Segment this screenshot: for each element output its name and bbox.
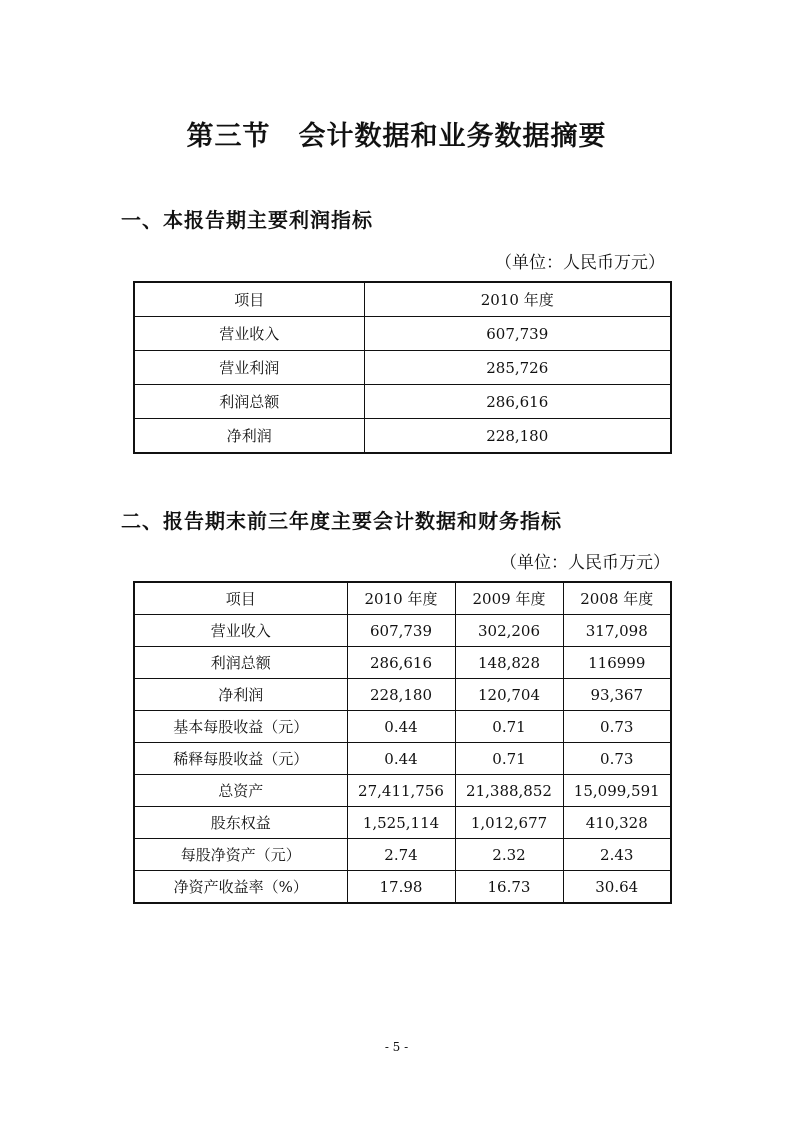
value-cell: 607,739 [364,317,671,351]
table-row [134,317,671,351]
header-cell: 项目 [134,282,364,317]
value-cell: 148,828 [455,647,563,679]
row-label: 营业收入 [134,615,347,647]
table-row [134,385,671,419]
financial-indicators-table [133,581,672,904]
value-cell: 228,180 [364,419,671,454]
value-cell: 16.73 [455,871,563,904]
value-cell: 2.32 [455,839,563,871]
value-cell: 1,012,677 [455,807,563,839]
row-label: 利润总额 [134,385,364,419]
value-cell: 0.44 [347,743,455,775]
table-row [134,775,671,807]
value-cell: 228,180 [347,679,455,711]
header-cell: 2009 年度 [455,582,563,615]
profit-indicators-table [133,281,672,454]
header-cell: 2008 年度 [563,582,671,615]
header-cell: 2010 年度 [364,282,671,317]
row-label: 营业利润 [134,351,364,385]
value-cell: 286,616 [364,385,671,419]
value-cell: 0.73 [563,711,671,743]
value-cell: 93,367 [563,679,671,711]
table-row [134,351,671,385]
value-cell: 0.44 [347,711,455,743]
value-cell: 285,726 [364,351,671,385]
row-label: 股东权益 [134,807,347,839]
row-label: 基本每股收益（元） [134,711,347,743]
row-label: 净利润 [134,419,364,454]
value-cell: 27,411,756 [347,775,455,807]
page-title: 第三节 会计数据和业务数据摘要 [186,121,607,152]
value-cell: 2.74 [347,839,455,871]
table-row [134,679,671,711]
value-cell: 1,525,114 [347,807,455,839]
value-cell: 410,328 [563,807,671,839]
value-cell: 607,739 [347,615,455,647]
table-row [134,647,671,679]
value-cell: 15,099,591 [563,775,671,807]
row-label: 净利润 [134,679,347,711]
table-row [134,839,671,871]
table-row [134,807,671,839]
row-label: 利润总额 [134,647,347,679]
row-label: 净资产收益率（%） [134,871,347,904]
value-cell: 0.71 [455,711,563,743]
row-label: 每股净资产（元） [134,839,347,871]
value-cell: 302,206 [455,615,563,647]
value-cell: 0.73 [563,743,671,775]
value-cell: 317,098 [563,615,671,647]
section1-heading: 一、本报告期主要利润指标 [121,208,373,232]
value-cell: 30.64 [563,871,671,904]
table-row [134,419,671,454]
section1-unit-note: （单位：人民币万元） [495,253,665,273]
section2-heading: 二、报告期末前三年度主要会计数据和财务指标 [121,509,562,533]
value-cell: 0.71 [455,743,563,775]
row-label: 营业收入 [134,317,364,351]
table-row [134,871,671,904]
value-cell: 116999 [563,647,671,679]
row-label: 稀释每股收益（元） [134,743,347,775]
header-cell: 2010 年度 [347,582,455,615]
table-header-row [134,282,671,317]
value-cell: 286,616 [347,647,455,679]
table-row [134,711,671,743]
section2-unit-note: （单位：人民币万元） [500,553,670,573]
header-cell: 项目 [134,582,347,615]
value-cell: 21,388,852 [455,775,563,807]
table-row [134,615,671,647]
table-row [134,743,671,775]
table-header-row [134,582,671,615]
value-cell: 2.43 [563,839,671,871]
row-label: 总资产 [134,775,347,807]
value-cell: 120,704 [455,679,563,711]
value-cell: 17.98 [347,871,455,904]
page-number: - 5 - [384,1040,409,1054]
